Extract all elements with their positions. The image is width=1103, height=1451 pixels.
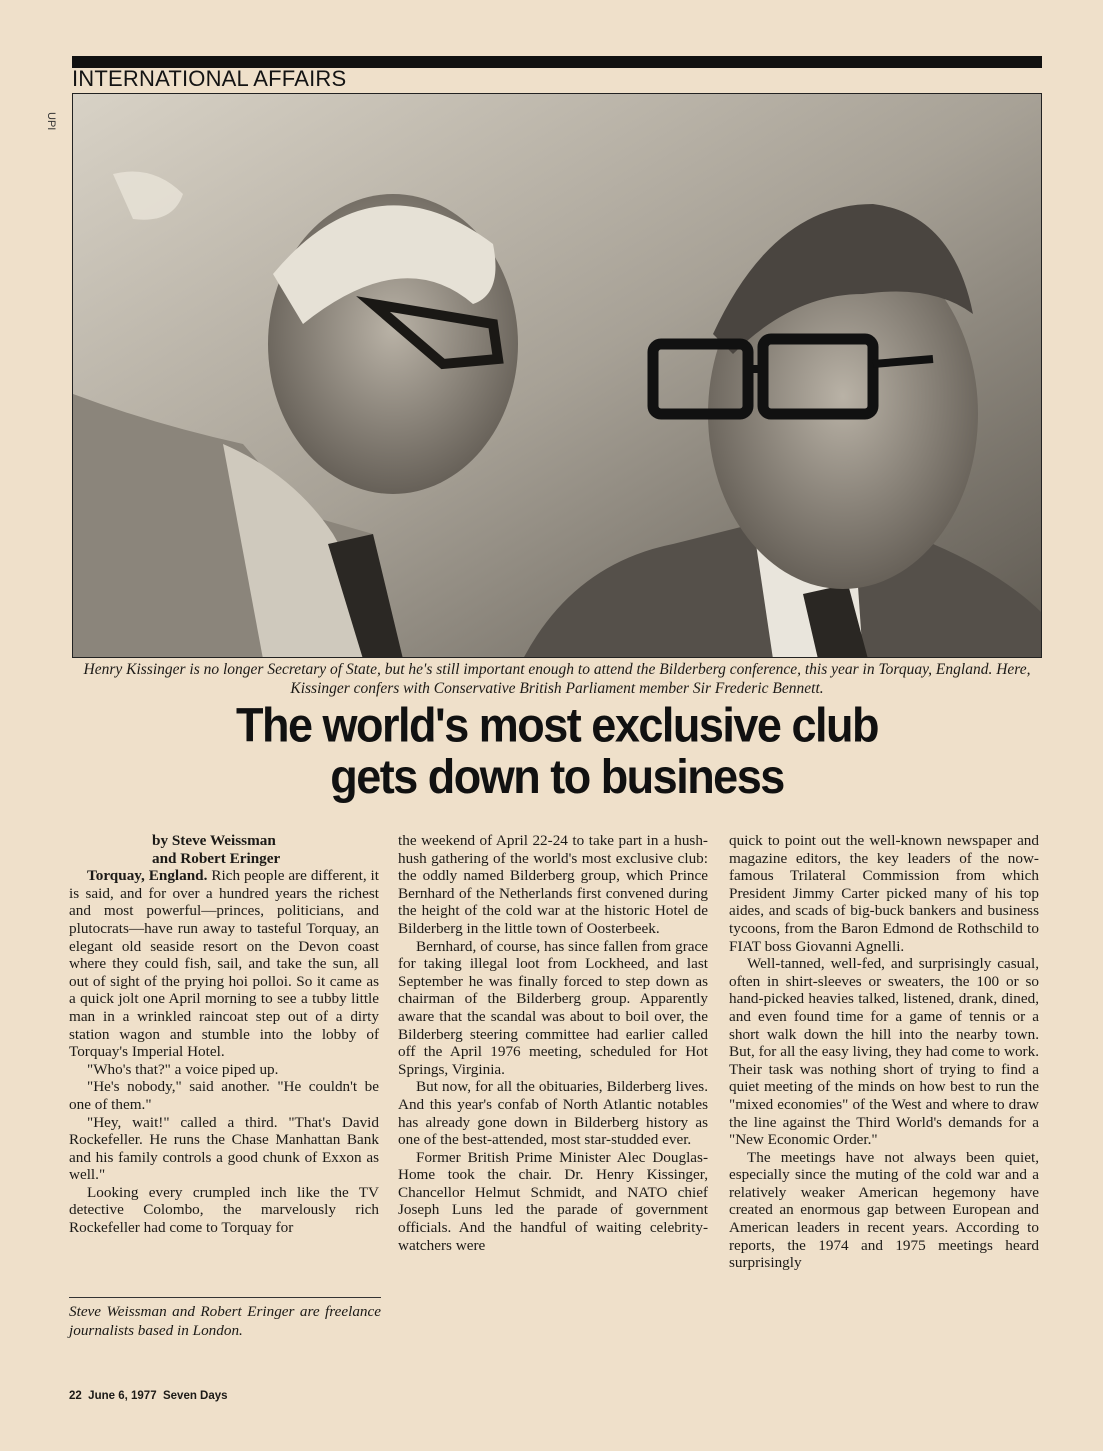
author-bio: Steve Weissman and Robert Eringer are freelance journalists based in London. <box>69 1303 381 1339</box>
paragraph: Looking every crumpled inch like the TV detective Colombo, the marvelously rich Rockefeller had come to Torquay for <box>69 1183 379 1237</box>
article-column-2 <box>398 832 708 1254</box>
headline <box>72 699 1042 803</box>
article-column-3 <box>729 832 1039 1272</box>
page-footer: 22 June 6, 1977 Seven Days <box>69 1390 228 1402</box>
paragraph: Well-tanned, well-fed, and surprisingly casual, often in shirt-sleeves or sweaters, the 100 or so hand-picked heavies talked, listened, drank, dined, and even found time for a game of tennis or a short walk down the hill into the nearby town. But, for all the easy living, they had come to work. Their task was nothing short of trying to find a quiet meeting of the minds on how best to run the "mixed economies" of the West and where to draw the line against the Third World's demands for a "New Economic Order." <box>729 955 1039 1149</box>
byline-line-1: by Steve Weissman <box>152 832 276 849</box>
article-photo <box>72 93 1042 658</box>
paragraph: "He's nobody," said another. "He couldn't be one of them." <box>69 1078 379 1113</box>
byline-line-2: and Robert Eringer <box>152 849 281 867</box>
paragraph: The meetings have not always been quiet, especially since the muting of the cold war and a relatively weaker American hegemony have created an enormous gap between European and American leaders in recent years. According to reports, the 1974 and 1975 meetings heard surprisingly <box>729 1148 1039 1272</box>
paragraph: Former British Prime Minister Alec Douglas-Home took the chair. Dr. Henry Kissinger, Chancellor Helmut Schmidt, and NATO chief Joseph Luns led the parade of government officials. And the handful of waiting celebrity-watchers were <box>398 1148 708 1254</box>
paragraph: "Hey, wait!" called a third. "That's David Rockefeller. He runs the Chase Manhattan Bank and his family controls a good chunk of Exxon as well." <box>69 1113 379 1184</box>
paragraph-text: Rich people are different, it is said, and for over a hundred years the richest and most powerful—princes, politicians, and plutocrats—have run away to tasteful Torquay, an elegant old seaside resort on the Devon coast where they could fish, sail, and take the sun, all out of sight of the prying hoi polloi. So it came as a quick jolt one April morning to see a tubby little man in a wrinkled raincoat step out of a dirty station wagon and stumble into the lobby of Torquay's Imperial Hotel. <box>69 867 379 1061</box>
headline-line-1: The world's most exclusive club <box>236 697 878 753</box>
bio-divider <box>69 1297 381 1298</box>
headline-line-2: gets down to business <box>330 748 784 804</box>
paragraph: Bernhard, of course, has since fallen from grace for taking illegal loot from Lockheed, and last September he was finally forced to step down as chairman of the Bilderberg group. Apparently aware that the scandal was about to boil over, the Bilderberg steering committee had earlier called off the April 1976 meeting, scheduled for Hot Springs, Virginia. <box>398 937 708 1078</box>
paragraph: the weekend of April 22-24 to take part in a hush-hush gathering of the world's most exclusive club: the oddly named Bilderberg group, which Prince Bernhard of the Netherlands first convened during the height of the cold war at the historic Hotel de Bilderberg in the little town of Oosterbeek. <box>398 832 708 937</box>
article-column-1 <box>69 832 379 1237</box>
section-label: INTERNATIONAL AFFAIRS <box>72 66 347 91</box>
paragraph: "Who's that?" a voice piped up. <box>87 1060 279 1078</box>
photo-two-men-icon <box>73 94 1042 658</box>
photo-caption: Henry Kissinger is no longer Secretary of State, but he's still important enough to attend the Bilderberg conference, this year in Torquay, England. Here, Kissinger confers with Conservative British Parliament member Sir Frederic Bennett. <box>83 661 1031 697</box>
dateline: Torquay, England. <box>87 867 208 885</box>
paragraph: But now, for all the obituaries, Bilderberg lives. And this year's confab of North Atlantic notables has already gone down in Bilderberg history as one of the best-attended, most star-studded ever. <box>398 1078 708 1149</box>
photo-credit: UPI <box>45 112 57 131</box>
paragraph: quick to point out the well-known newspaper and magazine editors, the key leaders of the now-famous Trilateral Commission from which President Jimmy Carter picked many of his top aides, and scads of big-buck bankers and business tycoons, from the Baron Edmond de Rothschild to FIAT boss Giovanni Agnelli. <box>729 832 1039 955</box>
byline <box>152 832 379 867</box>
paragraph <box>69 867 379 1061</box>
